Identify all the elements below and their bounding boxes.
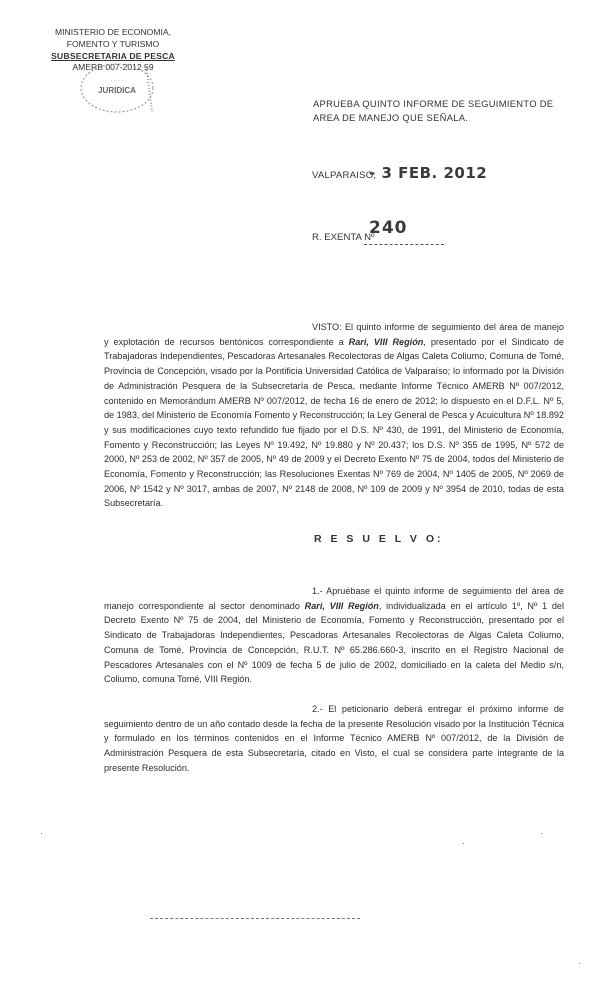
scan-speck: · <box>40 828 43 838</box>
resuelvo-heading: R E S U E L V O: <box>314 533 444 545</box>
ministry-name: MINISTERIO DE ECONOMIA, <box>54 27 172 37</box>
scan-speck: · <box>540 828 543 838</box>
scan-speck: · <box>462 838 465 848</box>
visto-text-2: , presentado por el Sindicato de Trabajadoras Independientes, Pescadoras Artesanales Recolectoras de Algas Caleta Coliumo, Comuna de Tomé, Provincia de Concepción, visado por la Pontificia Universidad Católica de Valparaíso; lo informado por la División de Administración Pesquera de la Subsecretaría de Pesca, mediante Informe Técnico AMERB Nº 007/2012, contenido en Memorándum AMERB Nº 007/2012, de fecha 16 de enero de 2012; lo dispuesto en el D.F.L. Nº 5, de 1983, del Ministerio de Economía Fomento y Reconstrucción; la Ley General de Pesca y Acuicultura Nº 18.892 y sus modificaciones cuyo texto refundido fue fijado por el D.S. Nº 430, de 1991, del Ministerio de Economía, Fomento y Reconstrucción; las Leyes Nº 19.492, Nº 19.880 y Nº 20.437; los D.S. Nº 355 de 1995, Nº 572 de 2000, Nº 253 de 2002, Nº 357 de 2005, Nº 49 de 2009 y el Decreto Exento Nº 75 de 2004, todos del Ministerio de Economía, Fomento y Reconstrucción; las Resoluciones Exentas Nº 769 de 2004, Nº 1405 de 2005, Nº 2069 de 2006, Nº 1542 y Nº 3017, ambas de 2007, Nº 2148 de 2008, Nº 109 de 2009 y Nº 3954 de 2010, todas de esta Subsecretaría. <box>104 336 564 509</box>
subject-line-1: APRUEBA QUINTO INFORME DE SEGUIMIENTO DE <box>313 98 554 109</box>
svg-text:· · · ·: · · · · <box>110 78 124 84</box>
footer-rule <box>150 918 360 919</box>
resolution-line <box>312 218 572 243</box>
resolution-label: R. EXENTA Nº <box>312 232 375 243</box>
paragraph-2-number: 2.- <box>312 704 323 714</box>
subsecretaria-name: SUBSECRETARIA DE PESCA <box>51 50 175 61</box>
paragraph-1-area: Rari, VIII Región <box>304 600 379 611</box>
ministry-name-cont: FOMENTO Y TURISMO <box>66 38 160 49</box>
visto-paragraph <box>104 320 564 511</box>
date-place: VALPARAISO, <box>312 170 377 181</box>
date-stamp: - 3 FEB. 2012 <box>369 164 488 182</box>
subject-line-2: AREA DE MANEJO QUE SEÑALA. <box>313 111 469 123</box>
scan-speck: · <box>578 958 581 968</box>
visto-label: VISTO: <box>312 322 342 332</box>
paragraph-2 <box>104 702 564 776</box>
paragraph-1-text-1: Apruébase el quinto informe de seguimiento del área de manejo correspondiente al sector denominado <box>104 586 564 611</box>
paragraph-1-text-2: , individualizada en el artículo 1º, Nº 1 del Decreto Exento Nº 75 de 2004, del Ministerio de Economía, Fomento y Reconstrucción, presentado por el Sindicato de Trabajadoras Independientes, Pescadoras Artesanales Recolectoras de Algas Caleta Coliumo, Comuna de Tomé, Provincia de Concepción, R.U.T. Nº 65.286.660-3, inscrito en el Registro Nacional de Pescadores Artesanales con el Nº 1009 de fecha 5 de julio de 2002, domiciliado en la caleta del Medio s/n, Coliumo, comuna Tomé, VIII Región. <box>104 600 564 685</box>
stamp-text: JURIDICA <box>98 86 136 95</box>
stamp-icon <box>76 60 158 116</box>
paragraph-1-number: 1.- <box>312 586 323 596</box>
resolution-number: 240 <box>369 218 408 238</box>
date-line <box>312 164 572 182</box>
reference-code: AMERB 007-2012 59 <box>72 62 154 73</box>
visto-text-1: El quinto informe de seguimiento del área de manejo y explotación de recursos bentónicos correspondiente a <box>104 322 564 347</box>
visto-area: Rari, VIII Región <box>348 336 424 347</box>
paragraph-2-text: El peticionario deberá entregar el próximo informe de seguimiento dentro de un año contado desde la fecha de la presente Resolución visado por la Institución Técnica y formulado en los términos contenidos en el Informe Técnico AMERB Nº 007/2012, de la División de Administración Pesquera de esta Subsecretaría, citado en Visto, el cual se considera parte integrante de la presente Resolución. <box>104 704 564 773</box>
resolution-underline <box>364 244 444 245</box>
paragraph-1 <box>104 584 564 687</box>
subject <box>313 97 563 124</box>
